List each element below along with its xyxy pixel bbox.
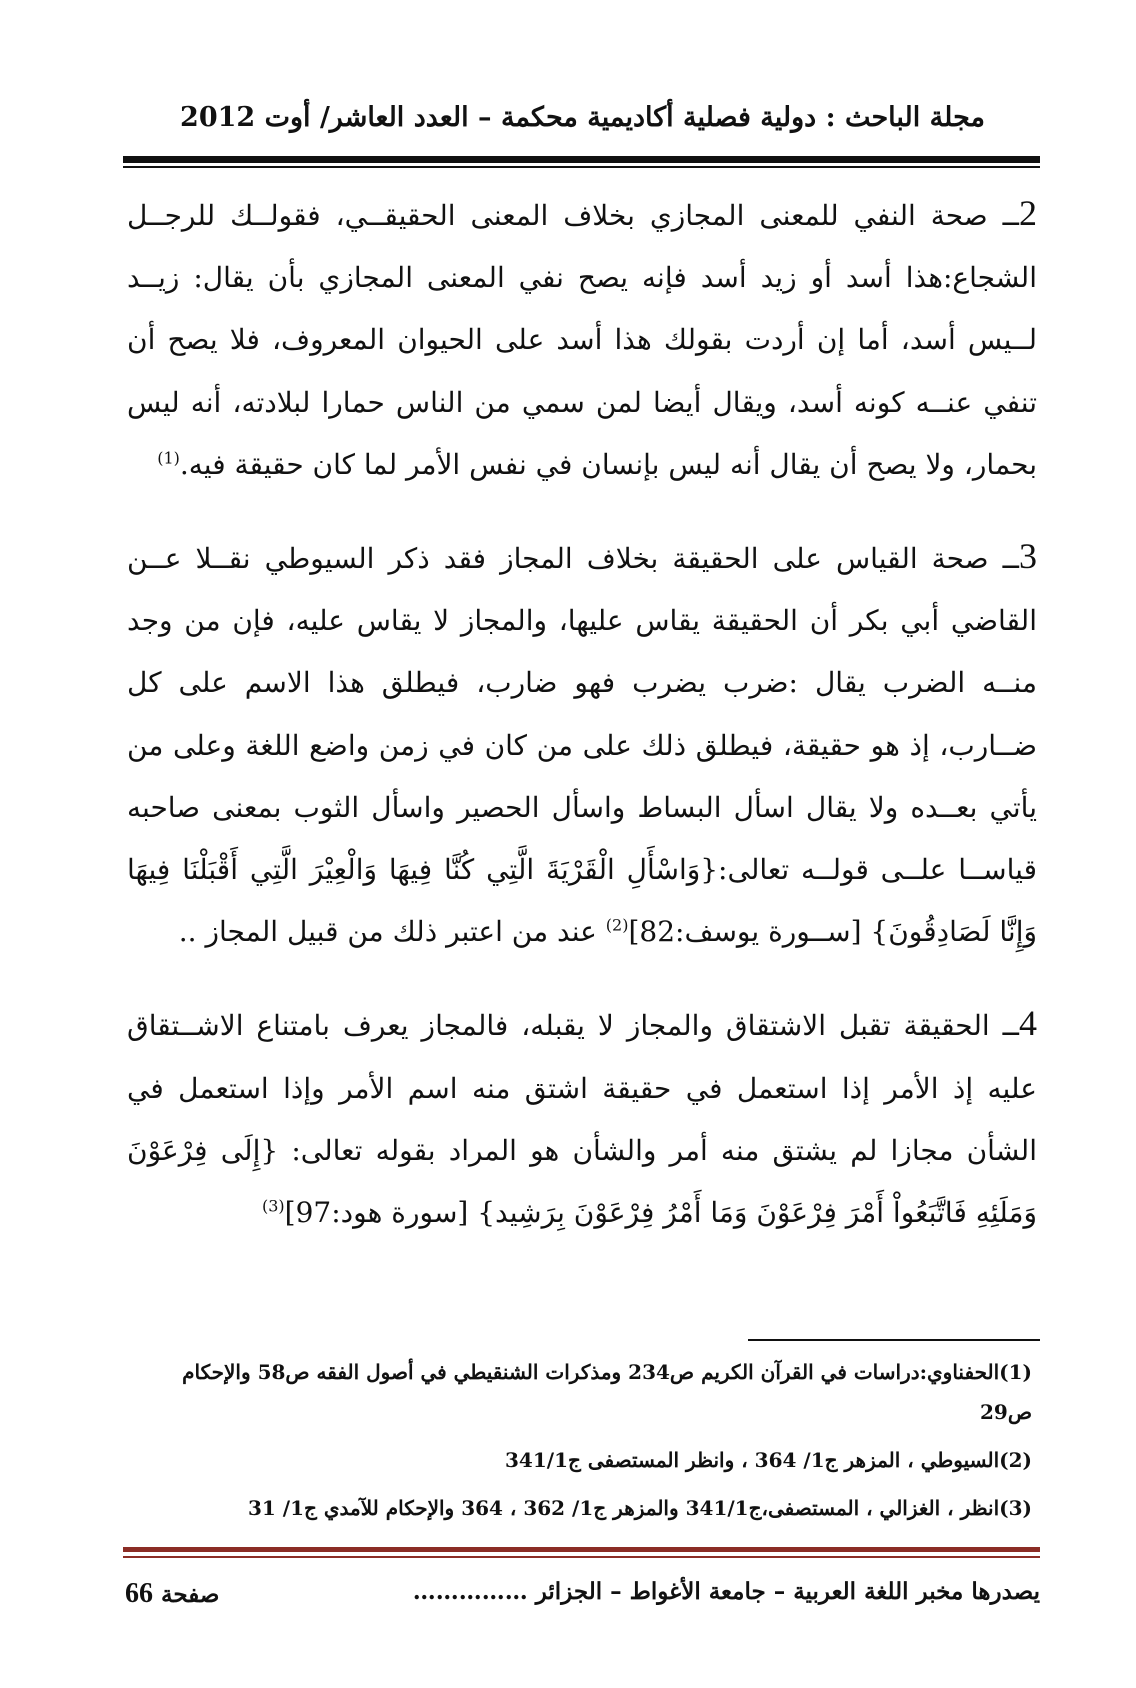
header-rule-thin (123, 166, 1040, 168)
paragraph-4 (127, 992, 1037, 1244)
footnote-ref: (2) (605, 915, 629, 935)
footnote-ref: (1) (157, 448, 180, 468)
footer-rule-thick (123, 1547, 1040, 1552)
page-header: مجلة الباحث : دولية فصلية أكاديمية محكمة – العدد العاشر/ أوت 2012 (180, 102, 985, 133)
header-rule-thick (123, 156, 1040, 163)
footnote-1: (1)الحفناوي:دراسات في القرآن الكريم ص234 ومذكرات الشنقيطي في أصول الفقه ص58 والإحكام ص29 (182, 1360, 1032, 1424)
paragraph-2 (127, 182, 1037, 496)
footnote-separator (748, 1339, 1040, 1341)
footnote-2: (2)السيوطي ، المزهر ج1/ 364 ، وانظر المستصفى ج341/1 (505, 1448, 1032, 1472)
paragraph-number: 4 (1019, 1003, 1037, 1044)
page-label: صفحة (161, 1581, 220, 1608)
footnotes (160, 1352, 1032, 1536)
footnote-3: (3)انظر ، الغزالي ، المستصفى،ج341/1 والمزهر ج1/ 362 ، 364 والإحكام للآمدي ج1/ 31 (247, 1496, 1032, 1520)
footnote-ref: (3) (261, 1196, 285, 1216)
footer-page (125, 1578, 219, 1610)
paragraph-number: 3 (1019, 536, 1037, 577)
paragraph-tail: عند من اعتبر ذلك من قبيل المجاز .. (178, 915, 606, 949)
page-number: 66 (125, 1578, 153, 1609)
article-body (127, 182, 1037, 1273)
page-footer (125, 1578, 1040, 1622)
paragraph-text: ــ الحقيقة تقبل الاشتقاق والمجاز لا يقبله، فالمجاز يعرف بامتناع الاشــتقاق عليه إذ الأمر إذا استعمل في حقيقة اشتق منه اسم الأمر وإذا استعمل في الشأن مجازا لم يشتق منه أمر والشأن هو المراد بقوله تعالى: {إِلَى فِرْعَوْنَ وَمَلَئِهِ فَاتَّبَعُواْ أَمْرَ فِرْعَوْنَ وَمَا أَمْرُ فِرْعَوْنَ بِرَشِيد} [سورة هود:97] (127, 1009, 1037, 1230)
paragraph-text: ــ صحة القياس على الحقيقة بخلاف المجاز فقد ذكر السيوطي نقــلا عــن القاضي أبي بكر أن الحقيقة يقاس عليها، والمجاز لا يقاس عليه، فإن من وجد منــه الضرب يقال :ضرب يضرب فهو ضارب، فيطلق هذا الاسم على كل ضــارب، إذ هو حقيقة، فيطلق ذلك على من كان في زمن واضع اللغة وعلى من يأتي بعــده ولا يقال اسأل البساط واسأل الحصير واسأل الثوب بمعنى صاحبه قياســا علــى قولــه تعالى:{وَاسْأَلِ الْقَرْيَةَ الَّتِي كُنَّا فِيهَا وَالْعِيْرَ الَّتِي أَقْبَلْنَا فِيهَا وَإِنَّا لَصَادِقُونَ} [ســورة يوسف:82] (127, 542, 1037, 949)
footer-rule-thin (123, 1556, 1040, 1558)
paragraph-3 (127, 525, 1037, 963)
paragraph-number: 2 (1019, 193, 1037, 233)
paragraph-text: ــ صحة النفي للمعنى المجازي بخلاف المعنى الحقيقــي، فقولــك للرجــل الشجاع:هذا أسد أو زيد أسد فإنه يصح نفي المعنى المجازي بأن يقال: زيــد لــيس أسد، أما إن أردت بقولك هذا أسد على الحيوان المعروف، فلا يصح أن تنفي عنــه كونه أسد، ويقال أيضا لمن سمي من الناس حمارا لبلادته، أنه ليس بحمار، ولا يصح أن يقال أنه ليس بإنسان في نفس الأمر لما كان حقيقة فيه. (127, 199, 1037, 481)
footer-publisher: يصدرها مخبر اللغة العربية – جامعة الأغواط – الجزائر …………… (412, 1578, 1040, 1605)
